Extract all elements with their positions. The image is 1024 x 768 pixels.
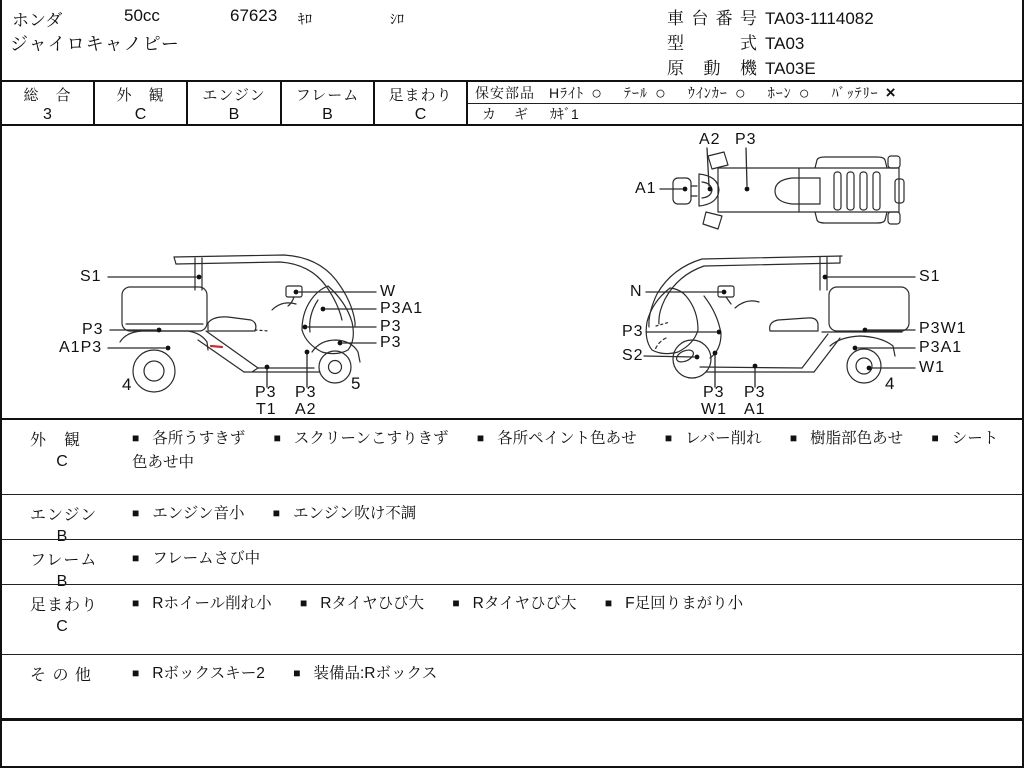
section-other-label: そ の 他 (30, 667, 92, 684)
displacement: 50cc (124, 6, 160, 25)
condition-item: エンジン吹け不調 (293, 505, 417, 522)
condition-item: スクリーンこすりきず (293, 430, 449, 447)
grade-exterior-value: C (134, 106, 147, 123)
battery-label: ﾊﾞｯﾃﾘｰ (831, 84, 879, 101)
section-exterior (2, 420, 1024, 494)
condition-item: 樹脂部色あせ (810, 430, 904, 447)
maker-name: ホンダ (12, 11, 63, 30)
bullet-icon: ■ (664, 431, 673, 445)
bullet-icon: ■ (132, 551, 140, 565)
damage-label-a1p3-left: A1P3 (59, 339, 103, 356)
taillight-label: ﾃｰﾙ (624, 84, 648, 101)
bullet-icon: ■ (132, 596, 140, 610)
condition-item: Rタイヤひび大 (472, 595, 577, 612)
damage-label-a2-top: A2 (699, 131, 721, 148)
damage-label-w1-floor-right: W1 (701, 401, 727, 418)
damage-label-p3-box-left: P3 (82, 321, 104, 338)
body-color: ｼﾛ (390, 11, 404, 27)
key-value: ｶｷﾞ1 (550, 106, 579, 122)
bullet-icon: ■ (604, 596, 613, 610)
left-side-view-drawing (108, 255, 376, 392)
condition-sections (2, 418, 1024, 721)
bullet-icon: ■ (132, 506, 140, 520)
section-other-items (132, 655, 1024, 686)
battery-ng-icon: × (885, 82, 896, 102)
damage-label-s1-left: S1 (80, 268, 102, 285)
section-other (2, 654, 1024, 718)
damage-label-w1-right: W1 (919, 359, 945, 376)
grade-overall-label: 総 合 (23, 87, 72, 104)
damage-label-a1-step-right: A1 (744, 401, 766, 418)
safety-headlight (549, 83, 602, 103)
bullet-icon: ■ (452, 596, 460, 610)
model-code-row (667, 29, 804, 54)
condition-item: Rホイール削れ小 (152, 595, 272, 612)
damage-label-s2-right: S2 (622, 347, 644, 364)
bullet-icon: ■ (272, 506, 281, 520)
section-frame (2, 539, 1024, 590)
mileage-value: 67623 (230, 6, 278, 25)
horn-label: ﾎｰﾝ (767, 84, 792, 101)
condition-item: Rタイヤひび大 (320, 595, 425, 612)
grade-undercarriage-value: C (414, 106, 427, 123)
grade-undercarriage (375, 82, 468, 124)
top-view-drawing (660, 148, 904, 229)
damage-label-p3-step-left: P3 (295, 384, 317, 401)
section-undercarriage-items (132, 585, 1024, 616)
safety-parts-label: 保安部品 (475, 84, 535, 101)
grade-engine (188, 82, 282, 124)
engine-code-value: TA03E (765, 59, 816, 78)
section-frame-items (132, 540, 1024, 571)
engine-code-label: 原動機 (667, 59, 757, 78)
model-code-label: 型式 (667, 34, 757, 53)
bullet-icon: ■ (476, 431, 485, 445)
vehicle-diagrams (2, 126, 1024, 419)
damage-label-s1-right: S1 (919, 268, 941, 285)
bullet-icon: ■ (132, 431, 140, 445)
damage-label-p3w1-right: P3W1 (919, 320, 967, 337)
section-exterior-label: 外 観 (30, 432, 82, 449)
damage-label-p3-top: P3 (735, 131, 757, 148)
section-engine-label: エンジン (30, 507, 98, 524)
damage-label-p3-step-right: P3 (744, 384, 766, 401)
tread-depth-rear-left: 4 (122, 375, 132, 394)
grade-frame (282, 82, 375, 124)
condition-item: エンジン音小 (152, 505, 245, 522)
damage-label-a2-left: A2 (295, 401, 317, 418)
winker-ok-icon: ○ (734, 82, 746, 103)
section-undercarriage (2, 584, 1024, 654)
safety-winker (688, 83, 746, 103)
condition-item: 装備品:Rボックス (313, 665, 438, 682)
grade-engine-label: エンジン (202, 87, 266, 104)
section-engine-grade: B (56, 528, 68, 545)
grade-frame-value: B (322, 106, 333, 123)
section-undercarriage-label: 足まわり (30, 597, 99, 614)
safety-parts-cell (468, 82, 1024, 124)
damage-label-t1-left: T1 (256, 401, 277, 418)
engine-code-row (667, 54, 816, 79)
section-frame-label: フレーム (30, 552, 98, 569)
condition-item: 各所ペイント色あせ (497, 430, 637, 447)
section-frame-grade: B (56, 573, 68, 590)
grade-frame-label: フレーム (295, 87, 360, 104)
grade-exterior-label: 外 観 (116, 87, 165, 104)
condition-item: F足回りまがり小 (625, 595, 744, 612)
winker-label: ｳｲﾝｶｰ (687, 84, 728, 101)
section-exterior-items (132, 420, 1024, 474)
tread-depth-front-left: 5 (351, 374, 361, 393)
section-undercarriage-grade: C (56, 618, 68, 635)
condition-item: Rボックスキー2 (152, 665, 265, 682)
safety-horn (768, 83, 810, 103)
condition-item: レバー削れ (685, 430, 762, 447)
bullet-icon: ■ (293, 666, 301, 680)
damage-label-p3-floor-left: P3 (255, 384, 277, 401)
tread-depth-rear-right: 4 (885, 374, 895, 393)
section-engine (2, 494, 1024, 545)
safety-parts-row (468, 82, 1024, 103)
bullet-icon: ■ (931, 431, 939, 445)
damage-label-p3-cowl-left: P3 (380, 318, 402, 335)
headlight-ok-icon: ○ (591, 82, 602, 103)
chassis-number-row (667, 4, 874, 29)
safety-battery (832, 83, 896, 103)
taillight-ok-icon: ○ (655, 82, 666, 103)
section-engine-items (132, 495, 1024, 526)
grade-undercarriage-label: 足まわり (388, 87, 453, 104)
grade-overall (2, 82, 95, 124)
section-exterior-grade: C (56, 453, 68, 470)
model-code-value: TA03 (765, 34, 805, 53)
bullet-icon: ■ (789, 431, 798, 445)
condition-item: 各所うすきず (152, 430, 246, 447)
damage-label-p3-fender-left: P3 (380, 334, 402, 351)
chassis-number-value: TA03-1114082 (765, 9, 874, 28)
grade-row (2, 80, 1024, 126)
grade-overall-value: 3 (43, 106, 52, 123)
damage-label-p3a1-right: P3A1 (919, 339, 963, 356)
damage-label-p3-floor-right: P3 (703, 384, 725, 401)
bullet-icon: ■ (132, 666, 140, 680)
mileage-unit: ｷﾛ (298, 11, 312, 27)
right-side-view-drawing (644, 256, 915, 387)
safety-taillight (624, 83, 666, 103)
model-name: ジャイロキャノピー (10, 34, 180, 54)
key-row (468, 103, 1024, 124)
damage-label-n-right: N (630, 283, 643, 300)
damage-label-a1-top: A1 (635, 180, 657, 197)
bullet-icon: ■ (273, 431, 281, 445)
headlight-label: Hﾗｲﾄ (549, 84, 585, 101)
chassis-number-label: 車台番号 (667, 9, 757, 28)
key-label: カ ギ (482, 106, 528, 122)
condition-item: フレームさび中 (152, 550, 261, 567)
grade-exterior (95, 82, 188, 124)
damage-label-w-left: W (380, 283, 397, 300)
grade-engine-value: B (228, 106, 240, 123)
bullet-icon: ■ (299, 596, 308, 610)
horn-ok-icon: ○ (798, 82, 810, 103)
damage-label-p3a1-left: P3A1 (380, 300, 424, 317)
damage-label-p3-cowl-right: P3 (622, 323, 644, 340)
condition-item: シート色あせ中 (132, 430, 999, 471)
